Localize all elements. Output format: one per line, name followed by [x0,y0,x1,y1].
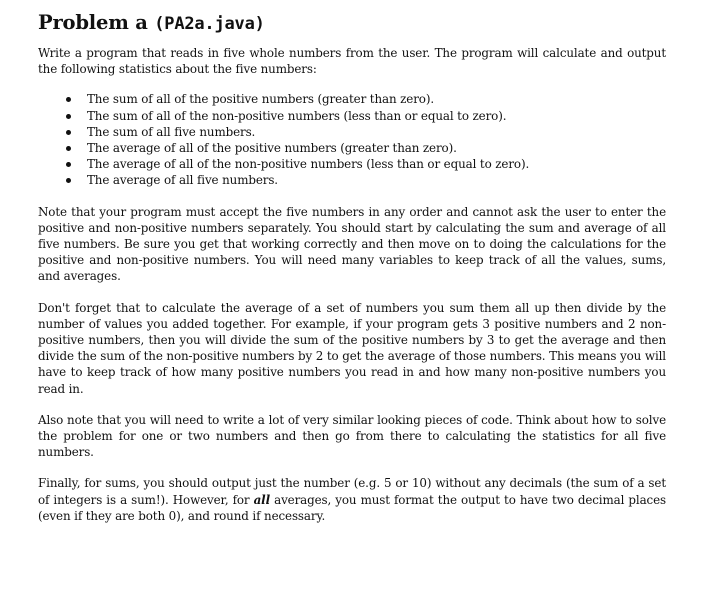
statistics-list [38,91,666,188]
formatting-text-start: Finally, for sums, you should output just the number (e.g. 5 or 10) without any decimals (the sum of a set of integers is a sum!). However, for [38,476,666,507]
repeat-code-paragraph: Also note that you will need to write a lot of very similar looking pieces of code. Think about how to solve the problem for one or two numbers and then go from there to calculating the statistics for all five numbers. [38,412,666,460]
average-paragraph: Don't forget that to calculate the average of a set of numbers you sum them all up then divide by the number of values you added together. For example, if your program gets 3 positive numbers and 2 non-positive numbers, then you will divide the sum of the positive numbers by 3 to get the average and then divide the sum of the non-positive numbers by 2 to get the average of those numbers. This means you will have to keep track of how many positive numbers you read in and how many non-positive numbers you read in. [38,300,666,396]
list-item: The average of all five numbers. [87,172,666,188]
problem-heading [38,10,666,37]
heading-filename: (PA2a.java) [154,14,265,34]
emphasis-all: all [253,492,270,507]
formatting-paragraph [38,475,666,524]
list-item: The sum of all of the positive numbers (greater than zero). [87,91,666,107]
document-page [38,10,666,524]
list-item: The average of all of the non-positive numbers (less than or equal to zero). [87,156,666,172]
list-item: The average of all of the positive numbers (greater than zero). [87,140,666,156]
intro-paragraph: Write a program that reads in five whole numbers from the user. The program will calculate and output the following statistics about the five numbers: [38,46,666,77]
list-item: The sum of all of the non-positive numbers (less than or equal to zero). [87,108,666,124]
note-paragraph: Note that your program must accept the five numbers in any order and cannot ask the user to enter the positive and non-positive numbers separately. You should start by calculating the sum and average of all five numbers. Be sure you get that working correctly and then move on to doing the calculations for the positive and non-positive numbers. You will need many variables to keep track of all the values, sums, and averages. [38,204,666,284]
formatting-text-end: averages, you must format the output to have two decimal places (even if they are both 0), and round if necessary. [38,492,666,523]
heading-label: Problem a [38,11,155,34]
list-item: The sum of all five numbers. [87,124,666,140]
